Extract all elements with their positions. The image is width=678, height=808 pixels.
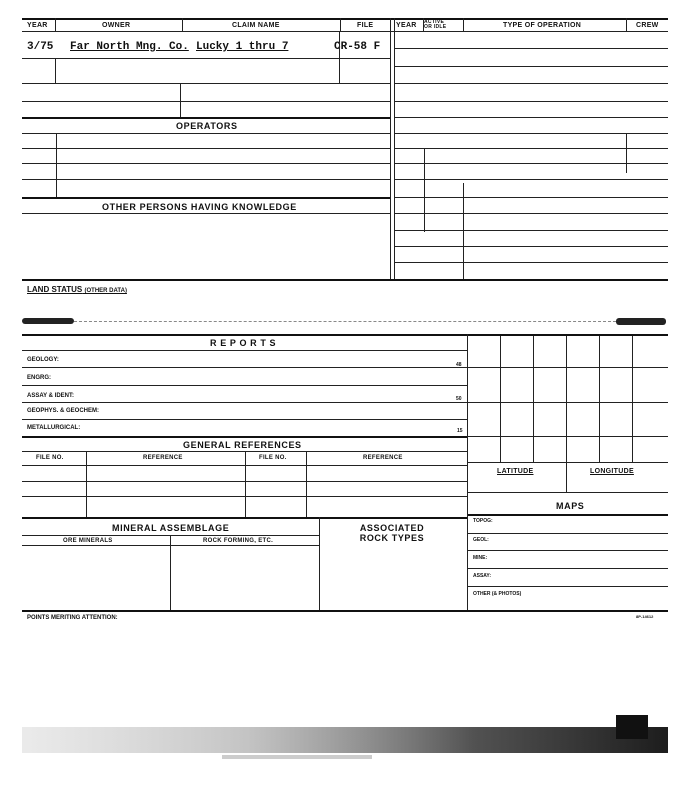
land-status-title: LAND STATUS: [27, 285, 83, 294]
report-assay-ident: ASSAY & IDENT:: [27, 393, 75, 399]
map-other-photos: OTHER (& PHOTOS): [473, 591, 522, 597]
entry-file: CR-58 F: [334, 41, 381, 53]
reports-title: R E P O R T S: [210, 338, 277, 348]
header-claim-name: CLAIM NAME: [232, 22, 280, 29]
general-references-title: GENERAL REFERENCES: [183, 440, 302, 450]
longitude-label: LONGITUDE: [590, 468, 634, 475]
latitude-label: LATITUDE: [497, 468, 534, 475]
form-code: 8P-14612: [636, 614, 654, 619]
map-topog: TOPOG:: [473, 518, 493, 524]
header-year: YEAR: [27, 22, 48, 29]
ref-header-reference-1: REFERENCE: [143, 455, 183, 461]
header-type-of-operation: TYPE OF OPERATION: [503, 22, 582, 29]
header-owner: OWNER: [102, 22, 131, 29]
scan-noise-graphic: [22, 715, 668, 765]
entry-owner: Far North Mng. Co.: [70, 41, 189, 53]
report-geology: GEOLOGY:: [27, 357, 59, 363]
land-status-subtitle: (OTHER DATA): [84, 288, 127, 294]
map-mine: MINE:: [473, 555, 488, 561]
ore-minerals-header: ORE MINERALS: [63, 538, 113, 544]
entry-claim-name: Lucky 1 thru 7: [196, 41, 289, 53]
report-geophys-geochem: GEOPHYS. & GEOCHEM:: [27, 408, 100, 414]
ref-header-file-no-1: FILE NO.: [36, 455, 64, 461]
associated-rock-types-title: ASSOCIATED ROCK TYPES: [359, 523, 425, 543]
other-persons-title: OTHER PERSONS HAVING KNOWLEDGE: [102, 202, 297, 212]
entry-year: 3/75: [27, 41, 54, 53]
header-year-2: YEAR: [396, 22, 417, 29]
report-engrg: ENGRG:: [27, 375, 51, 381]
maps-title: MAPS: [556, 501, 585, 511]
ref-header-reference-2: REFERENCE: [363, 455, 403, 461]
operators-title: OPERATORS: [176, 121, 238, 131]
ref-header-file-no-2: FILE NO.: [259, 455, 287, 461]
map-geol: GEOL:: [473, 537, 489, 543]
mineral-assemblage-title: MINERAL ASSEMBLAGE: [112, 523, 230, 533]
points-meriting-attention: POINTS MERITING ATTENTION:: [27, 615, 118, 621]
report-metallurgical: METALLURGICAL:: [27, 425, 81, 431]
report-number-48: 48: [456, 362, 462, 368]
scan-noise: [22, 715, 668, 765]
report-number-15: 15: [457, 428, 463, 434]
header-active-or-idle: ACTIVE OR IDLE: [424, 19, 447, 30]
header-crew: CREW: [636, 22, 659, 29]
report-number-50: 50: [456, 396, 462, 402]
header-file: FILE: [357, 22, 374, 29]
map-assay: ASSAY:: [473, 573, 492, 579]
rock-forming-header: ROCK FORMING, ETC.: [203, 538, 274, 544]
